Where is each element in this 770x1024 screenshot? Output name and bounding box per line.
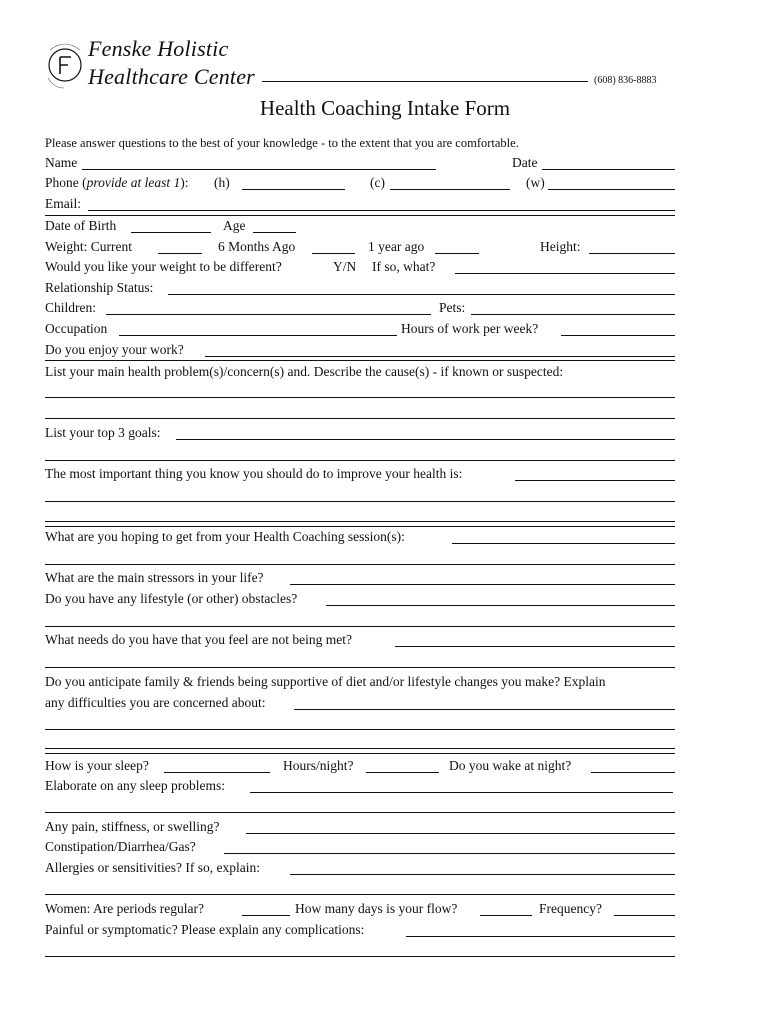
allergies-label: Allergies or sensitivities? If so, explain: — [45, 860, 260, 875]
cell-phone-label: (c) — [370, 175, 385, 190]
top-goals-field[interactable] — [176, 439, 675, 440]
most-important-line-2[interactable] — [45, 501, 675, 502]
occupation-field[interactable] — [119, 335, 397, 336]
hours-work-label: Hours of work per week? — [401, 321, 539, 336]
date-field[interactable] — [542, 169, 675, 170]
sleep-problems-label: Elaborate on any sleep problems: — [45, 778, 225, 793]
fenske-logo — [42, 38, 88, 90]
children-label: Children: — [45, 300, 96, 315]
section-divider — [45, 753, 675, 754]
enjoy-work-label: Do you enjoy your work? — [45, 342, 184, 357]
hoping-label: What are you hoping to get from your Health Coaching session(s): — [45, 529, 405, 544]
obstacles-field[interactable] — [326, 605, 675, 606]
stressors-field[interactable] — [290, 584, 675, 585]
enjoy-work-field[interactable] — [205, 356, 675, 357]
frequency-field[interactable] — [614, 915, 675, 916]
allergies-line-2[interactable] — [45, 894, 675, 895]
top-goals-label: List your top 3 goals: — [45, 425, 161, 440]
painful-label: Painful or symptomatic? Please explain any complications: — [45, 922, 365, 937]
dob-label: Date of Birth — [45, 218, 117, 233]
relationship-field[interactable] — [168, 294, 675, 295]
hoping-field[interactable] — [452, 543, 675, 544]
hours-night-field[interactable] — [366, 772, 439, 773]
weight-different-label: Would you like your weight to be different? — [45, 259, 282, 274]
support-label-1: Do you anticipate family & friends being supportive of diet and/or lifestyle changes you make? Explain — [45, 674, 606, 689]
flow-field[interactable] — [480, 915, 532, 916]
support-line-3[interactable] — [45, 748, 675, 749]
constipation-field[interactable] — [224, 853, 675, 854]
periods-label: Women: Are periods regular? — [45, 901, 204, 916]
painful-field[interactable] — [406, 936, 675, 937]
name-field[interactable] — [82, 169, 436, 170]
health-problems-line-1[interactable] — [45, 397, 675, 398]
most-important-field[interactable] — [515, 480, 675, 481]
name-label: Name — [45, 155, 78, 170]
wake-label: Do you wake at night? — [449, 758, 572, 773]
sleep-label: How is your sleep? — [45, 758, 149, 773]
obstacles-line-2[interactable] — [45, 626, 675, 627]
hours-work-field[interactable] — [561, 335, 675, 336]
health-problems-line-2[interactable] — [45, 418, 675, 419]
brand-name-line1: Fenske Holistic — [88, 36, 229, 61]
form-title: Health Coaching Intake Form — [259, 96, 511, 120]
one-year-label: 1 year ago — [368, 239, 425, 254]
weight-current-label: Weight: Current — [45, 239, 133, 254]
pets-field[interactable] — [471, 314, 675, 315]
periods-field[interactable] — [242, 915, 290, 916]
pets-label: Pets: — [439, 300, 466, 315]
support-label-2: any difficulties you are concerned about: — [45, 695, 266, 710]
children-field[interactable] — [106, 314, 431, 315]
weight-current-field[interactable] — [158, 253, 202, 254]
email-field[interactable] — [88, 210, 675, 211]
needs-label: What needs do you have that you feel are not being met? — [45, 632, 353, 647]
brand-name-line2: Healthcare Center — [88, 64, 255, 89]
section-divider — [45, 215, 675, 216]
six-months-label: 6 Months Ago — [218, 239, 296, 254]
yes-no-label: Y/N — [333, 259, 357, 274]
sleep-field[interactable] — [164, 772, 270, 773]
top-goals-line-2[interactable] — [45, 460, 675, 461]
most-important-label: The most important thing you know you should do to improve your health is: — [45, 466, 463, 481]
health-problems-label: List your main health problem(s)/concern(s) and. Describe the cause(s) - if known or suspected: — [45, 364, 564, 379]
if-so-label: If so, what? — [372, 259, 436, 274]
date-label: Date — [512, 155, 538, 170]
section-divider — [45, 526, 675, 527]
constipation-label: Constipation/Diarrhea/Gas? — [45, 839, 196, 854]
age-label: Age — [223, 218, 246, 233]
needs-field[interactable] — [395, 646, 675, 647]
support-field[interactable] — [294, 709, 675, 710]
cell-phone-field[interactable] — [390, 189, 510, 190]
allergies-field[interactable] — [290, 874, 675, 875]
dob-field[interactable] — [131, 232, 211, 233]
phone-label: Phone (provide at least 1): — [45, 175, 189, 190]
hoping-line-2[interactable] — [45, 564, 675, 565]
work-phone-field[interactable] — [548, 189, 675, 190]
header-rule — [262, 81, 588, 82]
six-months-field[interactable] — [312, 253, 355, 254]
sleep-problems-field[interactable] — [250, 792, 673, 793]
sleep-problems-line-2[interactable] — [45, 812, 675, 813]
one-year-field[interactable] — [435, 253, 479, 254]
section-divider — [45, 360, 675, 361]
occupation-label: Occupation — [45, 321, 108, 336]
needs-line-2[interactable] — [45, 667, 675, 668]
center-phone: (608) 836-8883 — [594, 75, 657, 86]
most-important-line-3[interactable] — [45, 521, 675, 522]
hours-night-label: Hours/night? — [283, 758, 354, 773]
flow-label: How many days is your flow? — [295, 901, 458, 916]
home-phone-field[interactable] — [242, 189, 345, 190]
pain-label: Any pain, stiffness, or swelling? — [45, 819, 220, 834]
age-field[interactable] — [253, 232, 296, 233]
obstacles-label: Do you have any lifestyle (or other) obstacles? — [45, 591, 298, 606]
wake-field[interactable] — [591, 772, 675, 773]
painful-line-2[interactable] — [45, 956, 675, 957]
relationship-label: Relationship Status: — [45, 280, 154, 295]
work-phone-label: (w) — [526, 175, 545, 190]
support-line-2[interactable] — [45, 729, 675, 730]
pain-field[interactable] — [246, 833, 675, 834]
email-label: Email: — [45, 196, 81, 211]
weight-goal-field[interactable] — [455, 273, 675, 274]
stressors-label: What are the main stressors in your life? — [45, 570, 264, 585]
frequency-label: Frequency? — [539, 901, 602, 916]
height-label: Height: — [540, 239, 581, 254]
home-phone-label: (h) — [214, 175, 230, 190]
form-intro: Please answer questions to the best of your knowledge - to the extent that you are comfortable. — [45, 136, 519, 150]
height-field[interactable] — [589, 253, 675, 254]
